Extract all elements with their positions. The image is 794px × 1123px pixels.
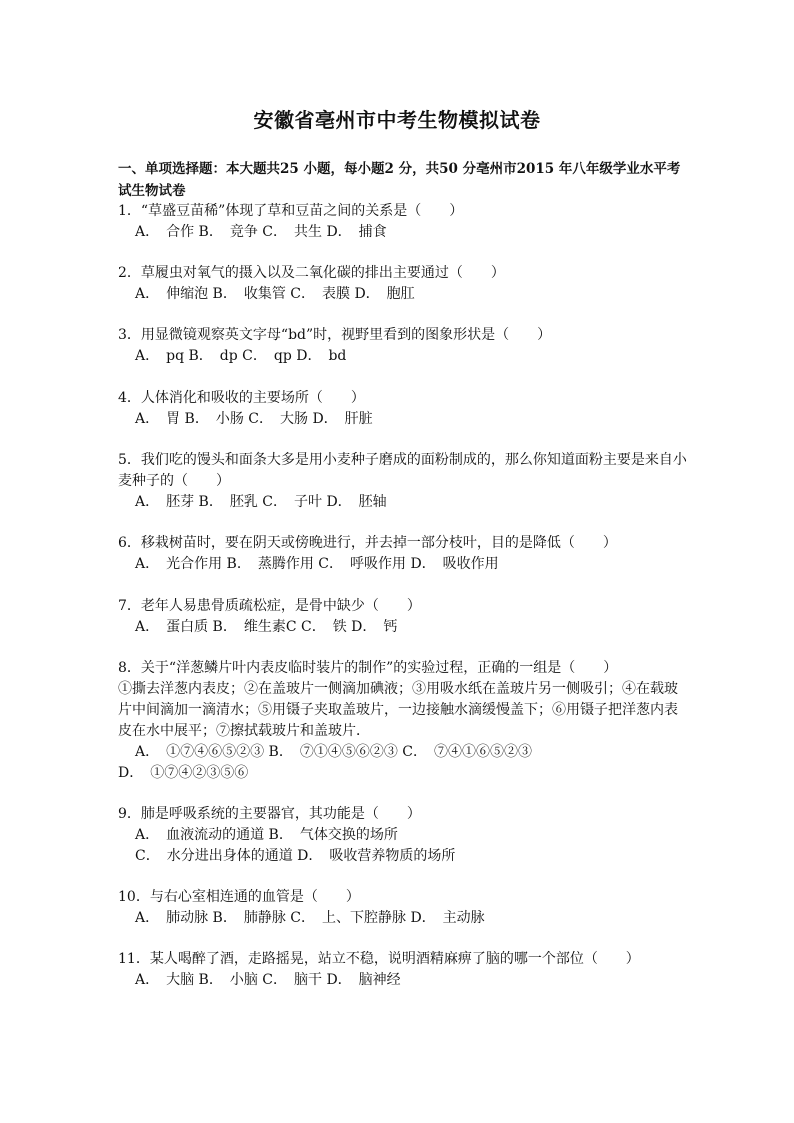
question-options: A． ①⑦④⑥⑤②③ B． ⑦①④⑤⑥②③ C． ⑦④①⑥⑤②③ (135, 744, 533, 760)
question-options: A． 光合作用 B． 蒸腾作用 C． 呼吸作用 D． 吸收作用 (135, 556, 499, 572)
question-options: A． 胚芽 B． 胚乳 C． 子叶 D． 胚轴 (135, 494, 387, 510)
question-3 (118, 325, 690, 367)
question-1 (118, 201, 690, 243)
question-4 (118, 388, 690, 430)
question-2 (118, 263, 690, 305)
question-6 (118, 533, 690, 575)
question-options: A． 合作 B． 竞争 C． 共生 D． 捕食 (135, 224, 387, 240)
section-heading: 一、单项选择题：本大题共25 小题，每小题2 分，共50 分亳州市2015 年八年级学业水平考试生物试卷 (118, 161, 681, 199)
question-options-2: C． 水分进出身体的通道 D． 吸收营养物质的场所 (135, 848, 456, 864)
question-10 (118, 887, 690, 929)
page-title: 安徽省亳州市中考生物模拟试卷 (253, 108, 541, 132)
question-5 (118, 450, 690, 513)
question-options: A． 胃 B． 小肠 C． 大肠 D． 肝脏 (135, 411, 373, 427)
question-stem: 9．肺是呼吸系统的主要器官，其功能是（ ） (118, 806, 421, 822)
question-7 (118, 596, 690, 638)
question-options: A． 大脑 B． 小脑 C． 脑干 D． 脑神经 (135, 972, 401, 988)
question-stem: 2．草履虫对氧气的摄入以及二氧化碳的排出主要通过（ ） (118, 265, 505, 281)
question-stem: 6．移栽树苗时，要在阴天或傍晚进行，并去掉一部分枝叶，目的是降低（ ） (118, 535, 617, 551)
question-stem: 5．我们吃的馒头和面条大多是用小麦种子磨成的面粉制成的，那么你知道面粉主要是来自小麦种子的（ ） (118, 452, 687, 489)
question-stem: 11．某人喝醉了酒，走路摇晃，站立不稳，说明酒精麻痹了脑的哪一个部位（ ） (118, 951, 640, 967)
question-options-2: D． ①⑦④②③⑤⑥ (118, 765, 249, 781)
question-9 (118, 804, 690, 867)
question-stem: 1．“草盛豆苗稀”体现了草和豆苗之间的关系是（ ） (118, 203, 464, 219)
question-stem: 10．与右心室相连通的血管是（ ） (118, 889, 360, 905)
question-options: A． 伸缩泡 B． 收集管 C． 表膜 D． 胞肛 (135, 286, 415, 302)
question-options: A． 肺动脉 B． 肺静脉 C． 上、下腔静脉 D． 主动脉 (135, 910, 485, 926)
question-stem: 4．人体消化和吸收的主要场所（ ） (118, 390, 365, 406)
question-stem: 3．用显微镜观察英文字母“bd”时，视野里看到的图象形状是（ ） (118, 327, 552, 343)
question-options: A． 血液流动的通道 B． 气体交换的场所 (135, 827, 398, 843)
question-stem: 7．老年人易患骨质疏松症，是骨中缺少（ ） (118, 598, 421, 614)
question-8 (118, 658, 690, 784)
question-body: ①撕去洋葱内表皮；②在盖玻片一侧滴加碘液；③用吸水纸在盖玻片另一侧吸引；④在载玻片中间滴加一滴清水；⑤用镊子夹取盖玻片，一边接触水滴缓慢盖下；⑥用镊子把洋葱内表皮在水中展平；⑦擦拭载玻片和盖玻片． (118, 681, 678, 739)
question-11 (118, 949, 690, 991)
question-stem: 8．关于“洋葱鳞片叶内表皮临时装片的制作”的实验过程，正确的一组是（ ） (118, 660, 618, 676)
question-options: A． 蛋白质 B． 维生素C C． 铁 D． 钙 (135, 619, 398, 635)
question-options: A． pq B． dp C． qp D． bd (135, 348, 347, 364)
